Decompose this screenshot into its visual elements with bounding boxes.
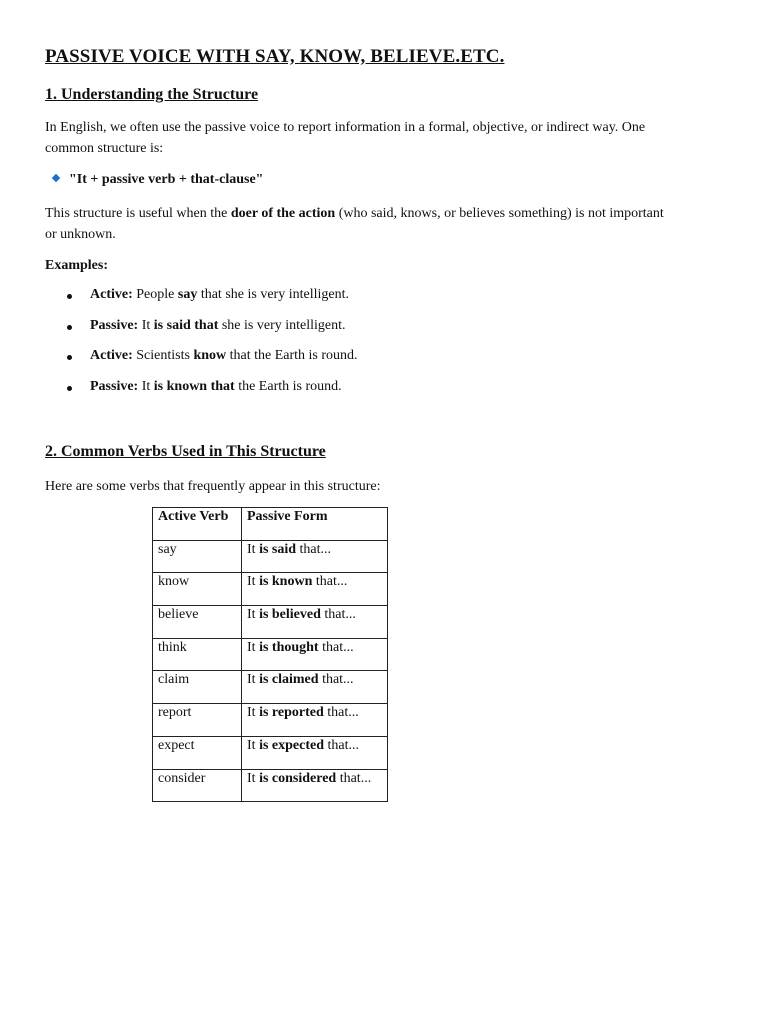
passive-bold: is claimed <box>259 672 319 688</box>
passive-bold: is said <box>259 541 297 557</box>
passive-pre: It <box>247 705 260 721</box>
table-row <box>153 606 388 639</box>
structure-formula: "It + passive verb + that-clause" <box>69 172 264 187</box>
passive-form-cell <box>242 769 388 802</box>
passive-post: that... <box>296 541 332 557</box>
table-row <box>153 736 388 769</box>
example-post: the Earth is round. <box>234 379 342 395</box>
passive-bold: is considered <box>259 770 337 786</box>
bullet-dot-icon <box>67 325 72 330</box>
example-bold: know <box>193 348 227 364</box>
example-bold: is said that <box>153 317 219 333</box>
example-pre: It <box>138 317 154 333</box>
active-verb-cell: believe <box>153 606 242 639</box>
active-verb-cell: say <box>153 540 242 573</box>
active-verb-cell: think <box>153 638 242 671</box>
passive-form-cell <box>242 573 388 606</box>
passive-pre: It <box>247 737 260 753</box>
useful-paragraph <box>45 204 725 245</box>
example-pre: It <box>138 379 154 395</box>
intro-line-1: In English, we often use the passive voice to report information in a formal, objective, or indirect way. One <box>45 120 646 135</box>
example-post: that the Earth is round. <box>226 348 358 364</box>
example-label: Passive: <box>90 379 139 395</box>
passive-pre: It <box>247 607 260 623</box>
examples-list <box>67 287 707 410</box>
passive-form-cell <box>242 704 388 737</box>
passive-bold: is thought <box>259 639 319 655</box>
bullet-dot-icon <box>67 294 72 299</box>
document-title: PASSIVE VOICE WITH SAY, KNOW, BELIEVE.ETC. <box>45 46 505 67</box>
list-item <box>67 287 707 318</box>
bullet-dot-icon <box>67 386 72 391</box>
example-pre: Scientists <box>132 348 194 364</box>
column-header-passive-form: Passive Form <box>242 508 388 541</box>
passive-pre: It <box>247 574 260 590</box>
table-row <box>153 704 388 737</box>
passive-pre: It <box>247 770 260 786</box>
useful-post: (who said, knows, or believes something) is not important <box>335 206 664 221</box>
active-verb-cell: consider <box>153 769 242 802</box>
useful-pre: This structure is useful when the <box>45 206 231 221</box>
active-verb-cell: expect <box>153 736 242 769</box>
passive-form-cell <box>242 540 388 573</box>
passive-post: that... <box>320 607 356 623</box>
passive-bold: is reported <box>259 705 324 721</box>
passive-bold: is expected <box>259 737 324 753</box>
list-item <box>67 318 707 349</box>
example-label: Active: <box>90 348 133 364</box>
useful-line-2: or unknown. <box>45 226 116 242</box>
passive-post: that... <box>318 672 354 688</box>
passive-form-cell <box>242 736 388 769</box>
table-row <box>153 638 388 671</box>
passive-form-cell <box>242 671 388 704</box>
example-label: Passive: <box>90 317 139 333</box>
passive-pre: It <box>247 541 260 557</box>
example-pre: People <box>132 287 178 302</box>
passive-bold: is known <box>259 574 313 590</box>
passive-pre: It <box>247 672 260 688</box>
table-header-row <box>153 508 388 541</box>
passive-post: that... <box>336 770 372 786</box>
table-row <box>153 540 388 573</box>
section-2-heading: 2. Common Verbs Used in This Structure <box>45 443 326 460</box>
intro-line-2: common structure is: <box>45 140 164 156</box>
list-item <box>67 348 707 379</box>
diamond-bullet-icon <box>52 174 60 182</box>
section-1-heading: 1. Understanding the Structure <box>45 86 259 103</box>
table-row <box>153 671 388 704</box>
example-bold: is known that <box>153 379 235 395</box>
section-2-intro: Here are some verbs that frequently appear in this structure: <box>45 479 381 494</box>
passive-form-cell <box>242 606 388 639</box>
active-verb-cell: report <box>153 704 242 737</box>
active-verb-cell: claim <box>153 671 242 704</box>
active-verb-cell: know <box>153 573 242 606</box>
passive-post: that... <box>324 737 359 753</box>
structure-item <box>53 172 263 188</box>
example-post: she is very intelligent. <box>218 317 346 333</box>
passive-form-cell <box>242 638 388 671</box>
passive-post: that... <box>318 639 354 655</box>
passive-post: that... <box>312 574 348 590</box>
verbs-table <box>152 507 388 802</box>
example-post: that she is very intelligent. <box>197 287 349 302</box>
list-item <box>67 379 707 410</box>
bullet-dot-icon <box>67 355 72 360</box>
example-bold: say <box>177 287 198 302</box>
examples-label: Examples: <box>45 258 108 273</box>
useful-line-1 <box>45 204 725 225</box>
passive-bold: is believed <box>259 607 321 623</box>
useful-bold: doer of the action <box>230 206 336 221</box>
table-row <box>153 573 388 606</box>
section-1-intro <box>45 118 725 159</box>
example-label: Active: <box>90 287 133 302</box>
column-header-active-verb: Active Verb <box>153 508 242 541</box>
passive-pre: It <box>247 639 260 655</box>
passive-post: that... <box>323 705 359 721</box>
table-row <box>153 769 388 802</box>
